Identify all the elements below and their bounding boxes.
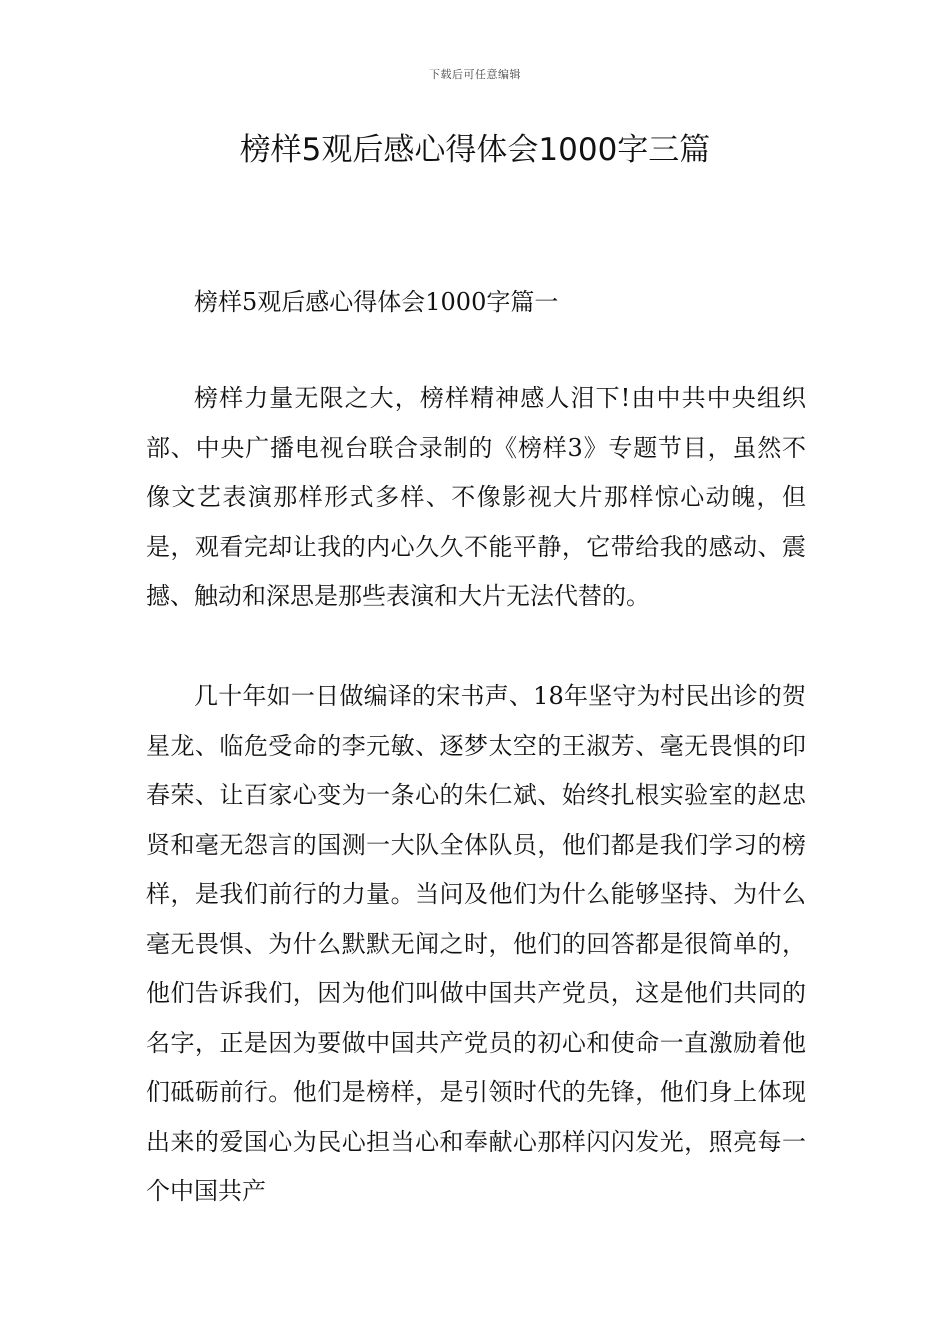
paragraph: 榜样力量无限之大，榜样精神感人泪下!由中共中央组织部、中央广播电视台联合录制的《榜样3》专题节目，虽然不像文艺表演那样形式多样、不像影视大片那样惊心动魄，但是，观看完却让我的内心久久不能平静，它带给我的感动、震撼、触动和深思是那些表演和大片无法代替的。: [146, 384, 806, 610]
header-note: 下载后可任意编辑: [429, 68, 521, 81]
section-heading: 榜样5观后感心得体会1000字篇一: [194, 288, 559, 316]
paragraph: 几十年如一日做编译的宋书声、18年坚守为村民出诊的贺星龙、临危受命的李元敏、逐梦太空的王淑芳、毫无畏惧的印春荣、让百家心变为一条心的朱仁斌、始终扎根实验室的赵忠贤和毫无怨言的国测一大队全体队员，他们都是我们学习的榜样，是我们前行的力量。当问及他们为什么能够坚持、为什么毫无畏惧、为什么默默无闻之时，他们的回答都是很简单的，他们告诉我们，因为他们叫做中国共产党员，这是他们共同的名字，正是因为要做中国共产党员的初心和使命一直激励着他们砥砺前行。他们是榜样，是引领时代的先锋，他们身上体现出来的爱国心为民心担当心和奉献心那样闪闪发光，照亮每一个中国共产: [146, 682, 806, 1205]
document-title: 榜样5观后感心得体会1000字三篇: [239, 132, 711, 168]
